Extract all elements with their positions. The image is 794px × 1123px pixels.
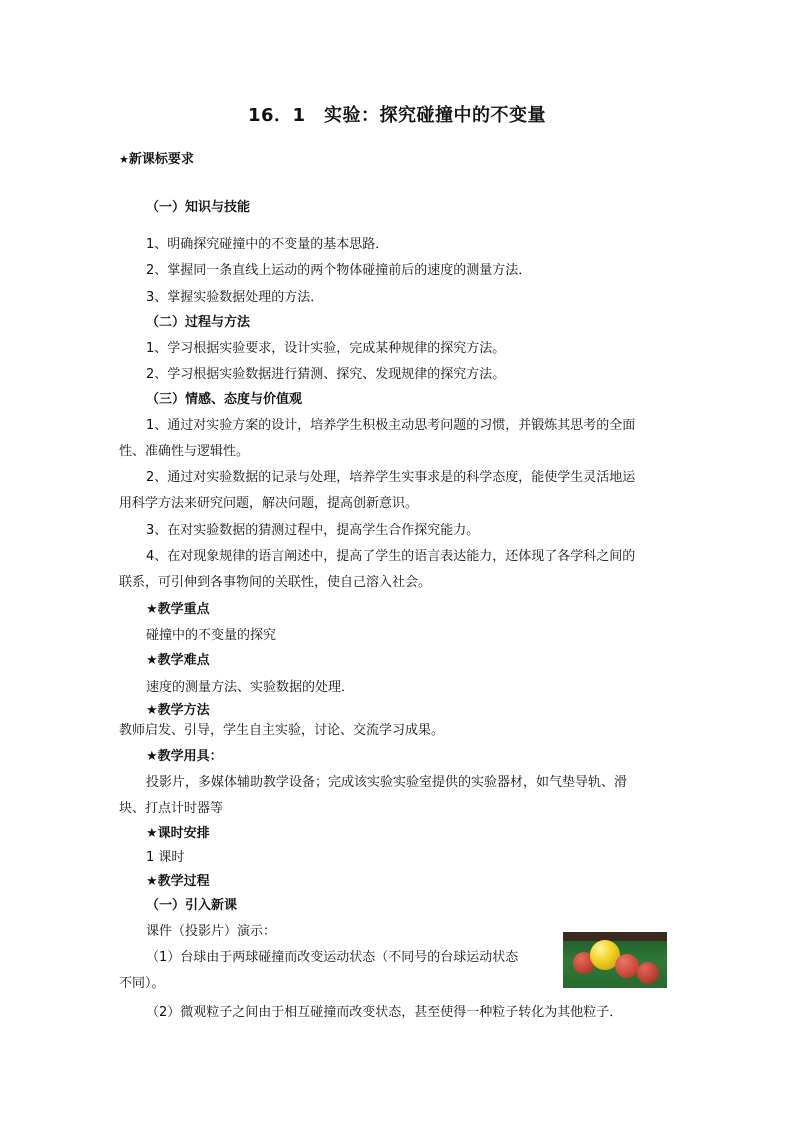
attitude-item-2-line-2: 用科学方法来研究问题，解决问题，提高创新意识。	[119, 496, 419, 511]
method-text: 教师启发、引导，学生自主实验，讨论、交流学习成果。	[119, 723, 445, 738]
demo-1-line-2: 不同）。	[119, 976, 165, 991]
attitude-item-1-line-2: 性、准确性与逻辑性。	[119, 444, 250, 459]
attitude-item-4-line-2: 联系，可引伸到各事物间的关联性，使自己溶入社会。	[119, 575, 432, 590]
knowledge-item-3: 3、掌握实验数据处理的方法．	[146, 290, 324, 305]
tools-heading: ★教学用具：	[146, 749, 223, 764]
knowledge-item-2: 2、掌握同一条直线上运动的两个物体碰撞前后的速度的测量方法．	[146, 263, 532, 278]
attitude-item-2-line-1: 2、通过对实验数据的记录与处理，培养学生实事求是的科学态度，能使学生灵活地运	[146, 470, 636, 485]
courseware-text: 课件（投影片）演示：	[146, 924, 277, 939]
process-item-2: 2、学习根据实验数据进行猜测、探究、发现规律的探究方法。	[146, 367, 506, 382]
key-point-heading: ★教学重点	[146, 602, 210, 617]
page-title: 16．1 实验：探究碰撞中的不变量	[247, 105, 547, 126]
red-ball-right	[637, 962, 659, 984]
attitude-heading: （三）情感、态度与价值观	[146, 392, 303, 407]
attitude-item-1-line-1: 1、通过对实验方案的设计，培养学生积极主动思考问题的习惯，并锻炼其思考的全面	[146, 418, 636, 433]
knowledge-skills-heading: （一）知识与技能	[146, 200, 251, 215]
billiard-balls-image	[563, 932, 667, 988]
schedule-text: 1 课时	[146, 850, 185, 865]
table-rail	[563, 932, 667, 941]
key-point-text: 碰撞中的不变量的探究	[146, 628, 277, 643]
schedule-heading: ★课时安排	[146, 826, 210, 841]
demo-1-line-1: （1）台球由于两球碰撞而改变运动状态（不同号的台球运动状态	[146, 950, 519, 965]
demo-2-text: （2）微观粒子之间由于相互碰撞而改变状态，甚至使得一种粒子转化为其他粒子．	[146, 1005, 623, 1020]
teaching-process-heading: ★教学过程	[146, 874, 210, 889]
knowledge-item-1: 1、明确探究碰撞中的不变量的基本思路．	[146, 237, 389, 252]
process-method-heading: （二）过程与方法	[146, 315, 251, 330]
difficulty-text: 速度的测量方法、实验数据的处理．	[146, 680, 355, 695]
difficulty-heading: ★教学难点	[146, 653, 210, 668]
tools-line-2: 块、打点计时器等	[119, 801, 224, 816]
introduction-heading: （一）引入新课	[146, 898, 238, 913]
process-item-1: 1、学习根据实验要求，设计实验，完成某种规律的探究方法。	[146, 341, 506, 356]
attitude-item-3: 3、在对实验数据的猜测过程中，提高学生合作探究能力。	[146, 523, 480, 538]
tools-line-1: 投影片，多媒体辅助教学设备；完成该实验实验室提供的实验器材，如气垫导轨、滑	[146, 775, 628, 790]
red-ball-center	[615, 954, 639, 978]
requirements-heading: ★ 新课标要求	[119, 152, 194, 168]
attitude-item-4-line-1: 4、在对现象规律的语言阐述中，提高了学生的语言表达能力，还体现了各学科之间的	[146, 549, 636, 564]
method-heading: ★教学方法	[146, 703, 210, 718]
